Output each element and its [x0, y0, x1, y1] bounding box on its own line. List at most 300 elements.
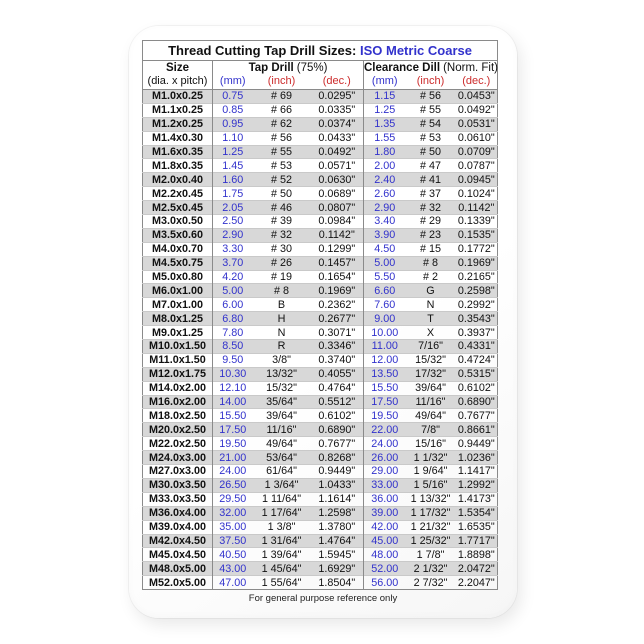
tap-inch-cell: B [253, 298, 311, 312]
clearance-mm-cell: 29.00 [364, 465, 406, 479]
clearance-dec-cell: 1.6535" [456, 520, 498, 534]
size-cell: M30.0x3.50 [143, 478, 213, 492]
tap-dec-cell: 1.4764" [311, 534, 364, 548]
tap-mm-cell: 0.95 [213, 117, 253, 131]
tap-inch-cell: 1 55/64" [253, 576, 311, 590]
size-cell: M45.0x4.50 [143, 548, 213, 562]
size-cell: M16.0x2.00 [143, 395, 213, 409]
tap-inch-cell: # 69 [253, 90, 311, 104]
clearance-mm-cell: 9.00 [364, 312, 406, 326]
tap-inch-cell: # 62 [253, 117, 311, 131]
clearance-inch-header: (inch) [406, 75, 456, 90]
size-cell: M36.0x4.00 [143, 506, 213, 520]
clearance-mm-cell: 36.00 [364, 492, 406, 506]
clearance-inch-cell: # 53 [406, 131, 456, 145]
clearance-dec-cell: 0.3937" [456, 326, 498, 340]
size-cell: M12.0x1.75 [143, 367, 213, 381]
tap-mm-cell: 29.50 [213, 492, 253, 506]
table-row [143, 117, 498, 131]
clearance-inch-cell: 15/16" [406, 437, 456, 451]
clearance-mm-cell: 5.50 [364, 270, 406, 284]
size-cell: M11.0x1.50 [143, 353, 213, 367]
clearance-mm-cell: 2.90 [364, 201, 406, 215]
table-row [143, 340, 498, 354]
tap-mm-cell: 19.50 [213, 437, 253, 451]
table-row [143, 562, 498, 576]
clearance-mm-cell: 39.00 [364, 506, 406, 520]
tap-mm-cell: 17.50 [213, 423, 253, 437]
clearance-mm-cell: 19.50 [364, 409, 406, 423]
tap-mm-cell: 6.80 [213, 312, 253, 326]
clearance-dec-cell: 1.0236" [456, 451, 498, 465]
tap-inch-cell: N [253, 326, 311, 340]
tap-mm-cell: 40.50 [213, 548, 253, 562]
page-title [143, 41, 498, 61]
tap-drill-reference-card [129, 26, 517, 618]
tap-dec-cell: 0.0807" [311, 201, 364, 215]
tap-mm-cell: 37.50 [213, 534, 253, 548]
size-cell: M10.0x1.50 [143, 340, 213, 354]
tap-dec-cell: 0.0374" [311, 117, 364, 131]
table-row [143, 506, 498, 520]
tap-mm-cell: 8.50 [213, 340, 253, 354]
clearance-dec-cell: 0.1772" [456, 242, 498, 256]
tap-mm-cell: 1.45 [213, 159, 253, 173]
clearance-mm-cell: 2.00 [364, 159, 406, 173]
clearance-mm-cell: 56.00 [364, 576, 406, 590]
size-cell: M33.0x3.50 [143, 492, 213, 506]
tap-inch-cell: # 53 [253, 159, 311, 173]
table-title-row [143, 41, 498, 61]
size-cell: M2.0x0.40 [143, 173, 213, 187]
size-cell: M1.6x0.35 [143, 145, 213, 159]
clearance-mm-cell: 1.35 [364, 117, 406, 131]
size-cell: M8.0x1.25 [143, 312, 213, 326]
clearance-inch-cell: # 37 [406, 187, 456, 201]
tap-inch-cell: R [253, 340, 311, 354]
clearance-dec-cell: 0.1339" [456, 215, 498, 229]
size-cell: M5.0x0.80 [143, 270, 213, 284]
tap-dec-cell: 0.6102" [311, 409, 364, 423]
size-cell: M1.8x0.35 [143, 159, 213, 173]
clearance-mm-cell: 4.50 [364, 242, 406, 256]
table-row [143, 381, 498, 395]
size-cell: M52.0x5.00 [143, 576, 213, 590]
clearance-dec-cell: 0.3543" [456, 312, 498, 326]
size-column-header: Size [165, 62, 189, 74]
table-row [143, 423, 498, 437]
size-cell: M1.1x0.25 [143, 103, 213, 117]
sub-header-row [143, 75, 498, 90]
tap-inch-cell: 1 17/64" [253, 506, 311, 520]
clearance-dec-cell: 0.1024" [456, 187, 498, 201]
tap-inch-cell: # 19 [253, 270, 311, 284]
clearance-dec-cell: 0.0610" [456, 131, 498, 145]
clearance-mm-cell: 52.00 [364, 562, 406, 576]
tap-drill-group-note: (75%) [296, 62, 328, 74]
tap-mm-cell: 1.60 [213, 173, 253, 187]
table-row [143, 312, 498, 326]
tap-dec-cell: 1.3780" [311, 520, 364, 534]
clearance-mm-cell: 24.00 [364, 437, 406, 451]
clearance-mm-cell: 5.00 [364, 256, 406, 270]
tap-dec-header: (dec.) [311, 75, 364, 90]
clearance-mm-cell: 48.00 [364, 548, 406, 562]
table-row [143, 270, 498, 284]
tap-inch-cell: 35/64" [253, 395, 311, 409]
clearance-inch-cell: # 15 [406, 242, 456, 256]
size-subheader: (dia. x pitch) [143, 75, 213, 90]
tap-dec-cell: 0.0335" [311, 103, 364, 117]
clearance-inch-cell: 1 25/32" [406, 534, 456, 548]
clearance-dec-cell: 1.2992" [456, 478, 498, 492]
tap-dec-cell: 0.9449" [311, 465, 364, 479]
clearance-dec-cell: 0.0945" [456, 173, 498, 187]
size-cell: M42.0x4.50 [143, 534, 213, 548]
clearance-mm-cell: 3.40 [364, 215, 406, 229]
clearance-mm-cell: 33.00 [364, 478, 406, 492]
clearance-mm-cell: 17.50 [364, 395, 406, 409]
table-row [143, 103, 498, 117]
clearance-mm-cell: 6.60 [364, 284, 406, 298]
table-row [143, 367, 498, 381]
clearance-inch-cell: X [406, 326, 456, 340]
clearance-inch-cell: T [406, 312, 456, 326]
size-cell: M14.0x2.00 [143, 381, 213, 395]
tap-mm-cell: 43.00 [213, 562, 253, 576]
tap-mm-cell: 32.00 [213, 506, 253, 520]
clearance-inch-cell: 1 21/32" [406, 520, 456, 534]
clearance-inch-cell: 1 13/32" [406, 492, 456, 506]
tap-dec-cell: 1.8504" [311, 576, 364, 590]
tap-dec-cell: 0.0433" [311, 131, 364, 145]
size-cell: M9.0x1.25 [143, 326, 213, 340]
footer-note: For general purpose reference only [248, 593, 398, 604]
table-row [143, 326, 498, 340]
clearance-inch-cell: 17/32" [406, 367, 456, 381]
tap-mm-cell: 2.50 [213, 215, 253, 229]
clearance-dec-cell: 0.1969" [456, 256, 498, 270]
tap-inch-cell: # 56 [253, 131, 311, 145]
clearance-mm-cell: 10.00 [364, 326, 406, 340]
size-cell: M20.0x2.50 [143, 423, 213, 437]
size-cell: M1.2x0.25 [143, 117, 213, 131]
clearance-inch-cell: 7/16" [406, 340, 456, 354]
clearance-dec-cell: 0.7677" [456, 409, 498, 423]
clearance-inch-cell: # 23 [406, 228, 456, 242]
tap-inch-cell: # 46 [253, 201, 311, 215]
clearance-dec-cell: 0.6102" [456, 381, 498, 395]
clearance-dec-cell: 0.0492" [456, 103, 498, 117]
size-cell: M22.0x2.50 [143, 437, 213, 451]
tap-dec-cell: 0.7677" [311, 437, 364, 451]
tap-mm-cell: 26.50 [213, 478, 253, 492]
clearance-inch-cell: # 54 [406, 117, 456, 131]
clearance-mm-cell: 12.00 [364, 353, 406, 367]
tap-inch-cell: 49/64" [253, 437, 311, 451]
tap-dec-cell: 0.3346" [311, 340, 364, 354]
tap-dec-cell: 0.1142" [311, 228, 364, 242]
table-row [143, 173, 498, 187]
page-title-main: Thread Cutting Tap Drill Sizes: [168, 43, 357, 58]
size-cell: M1.0x0.25 [143, 90, 213, 104]
drill-table-body [143, 90, 498, 590]
table-row [143, 201, 498, 215]
size-cell: M27.0x3.00 [143, 465, 213, 479]
group-header-row [143, 61, 498, 76]
table-row [143, 478, 498, 492]
table-row [143, 159, 498, 173]
tap-mm-cell: 7.80 [213, 326, 253, 340]
tap-dec-cell: 0.0984" [311, 215, 364, 229]
clearance-inch-cell: 1 5/16" [406, 478, 456, 492]
clearance-dec-cell: 1.8898" [456, 548, 498, 562]
table-row [143, 242, 498, 256]
clearance-dec-cell: 0.9449" [456, 437, 498, 451]
clearance-group-header [364, 61, 498, 76]
tap-mm-cell: 21.00 [213, 451, 253, 465]
tap-dec-cell: 1.0433" [311, 478, 364, 492]
clearance-mm-cell: 26.00 [364, 451, 406, 465]
tap-inch-cell: 1 31/64" [253, 534, 311, 548]
clearance-mm-header: (mm) [364, 75, 406, 90]
clearance-inch-cell: N [406, 298, 456, 312]
tap-mm-cell: 1.75 [213, 187, 253, 201]
tap-dec-cell: 0.1457" [311, 256, 364, 270]
clearance-dec-cell: 0.0787" [456, 159, 498, 173]
clearance-mm-cell: 42.00 [364, 520, 406, 534]
tap-inch-cell: # 55 [253, 145, 311, 159]
clearance-group-label: Clearance Dill [364, 62, 441, 74]
table-row [143, 451, 498, 465]
tap-dec-cell: 0.4764" [311, 381, 364, 395]
size-cell: M24.0x3.00 [143, 451, 213, 465]
clearance-dec-cell: 0.0531" [456, 117, 498, 131]
clearance-dec-cell: 1.5354" [456, 506, 498, 520]
clearance-inch-cell: G [406, 284, 456, 298]
clearance-dec-cell: 1.1417" [456, 465, 498, 479]
size-cell: M2.5x0.45 [143, 201, 213, 215]
clearance-inch-cell: # 29 [406, 215, 456, 229]
tap-mm-cell: 0.85 [213, 103, 253, 117]
tap-mm-cell: 3.70 [213, 256, 253, 270]
size-cell: M4.5x0.75 [143, 256, 213, 270]
size-cell: M18.0x2.50 [143, 409, 213, 423]
tap-inch-cell: 11/16" [253, 423, 311, 437]
clearance-mm-cell: 1.25 [364, 103, 406, 117]
clearance-inch-cell: 1 7/8" [406, 548, 456, 562]
tap-mm-cell: 2.90 [213, 228, 253, 242]
tap-mm-header: (mm) [213, 75, 253, 90]
clearance-inch-cell: # 47 [406, 159, 456, 173]
tap-dec-cell: 0.5512" [311, 395, 364, 409]
clearance-inch-cell: 39/64" [406, 381, 456, 395]
tap-mm-cell: 10.30 [213, 367, 253, 381]
clearance-mm-cell: 22.00 [364, 423, 406, 437]
tap-dec-cell: 0.0630" [311, 173, 364, 187]
clearance-dec-cell: 0.8661" [456, 423, 498, 437]
tap-inch-cell: 53/64" [253, 451, 311, 465]
tap-dec-cell: 1.1614" [311, 492, 364, 506]
size-cell: M48.0x5.00 [143, 562, 213, 576]
clearance-mm-cell: 2.40 [364, 173, 406, 187]
size-cell: M3.5x0.60 [143, 228, 213, 242]
clearance-dec-cell: 0.0453" [456, 90, 498, 104]
clearance-dec-cell: 1.4173" [456, 492, 498, 506]
clearance-mm-cell: 15.50 [364, 381, 406, 395]
table-row [143, 437, 498, 451]
clearance-inch-cell: 2 1/32" [406, 562, 456, 576]
clearance-inch-cell: # 56 [406, 90, 456, 104]
clearance-dec-cell: 2.0472" [456, 562, 498, 576]
tap-inch-cell: 1 39/64" [253, 548, 311, 562]
tap-inch-cell: 1 45/64" [253, 562, 311, 576]
clearance-inch-cell: # 41 [406, 173, 456, 187]
tap-inch-cell: # 50 [253, 187, 311, 201]
tap-dec-cell: 0.0492" [311, 145, 364, 159]
tap-inch-header: (inch) [253, 75, 311, 90]
clearance-mm-cell: 7.60 [364, 298, 406, 312]
table-row [143, 465, 498, 479]
table-row [143, 145, 498, 159]
tap-inch-cell: 61/64" [253, 465, 311, 479]
tap-mm-cell: 0.75 [213, 90, 253, 104]
tap-dec-cell: 1.2598" [311, 506, 364, 520]
tap-mm-cell: 6.00 [213, 298, 253, 312]
clearance-mm-cell: 1.80 [364, 145, 406, 159]
tap-inch-cell: # 30 [253, 242, 311, 256]
clearance-inch-cell: # 50 [406, 145, 456, 159]
tap-inch-cell: # 52 [253, 173, 311, 187]
table-row [143, 492, 498, 506]
clearance-inch-cell: 1 9/64" [406, 465, 456, 479]
tap-inch-cell: 1 3/64" [253, 478, 311, 492]
table-row [143, 576, 498, 590]
clearance-dec-cell: 0.2165" [456, 270, 498, 284]
size-cell: M1.4x0.30 [143, 131, 213, 145]
tap-dec-cell: 0.0689" [311, 187, 364, 201]
tap-drill-group-header [213, 61, 364, 76]
clearance-dec-cell: 0.2598" [456, 284, 498, 298]
tap-dec-cell: 0.2677" [311, 312, 364, 326]
clearance-inch-cell: # 2 [406, 270, 456, 284]
size-cell: M2.2x0.45 [143, 187, 213, 201]
table-row [143, 520, 498, 534]
tap-inch-cell: H [253, 312, 311, 326]
table-row [143, 187, 498, 201]
clearance-inch-cell: 49/64" [406, 409, 456, 423]
tap-dec-cell: 1.5945" [311, 548, 364, 562]
clearance-mm-cell: 2.60 [364, 187, 406, 201]
table-row [143, 534, 498, 548]
tap-inch-cell: # 26 [253, 256, 311, 270]
tap-dec-cell: 0.1654" [311, 270, 364, 284]
clearance-dec-cell: 0.1535" [456, 228, 498, 242]
tap-dec-cell: 0.3071" [311, 326, 364, 340]
tap-mm-cell: 14.00 [213, 395, 253, 409]
clearance-dec-cell: 0.5315" [456, 367, 498, 381]
tap-mm-cell: 1.10 [213, 131, 253, 145]
clearance-inch-cell: # 55 [406, 103, 456, 117]
clearance-inch-cell: 7/8" [406, 423, 456, 437]
clearance-inch-cell: 1 17/32" [406, 506, 456, 520]
page-title-accent: ISO Metric Coarse [359, 43, 472, 58]
table-row [143, 131, 498, 145]
tap-inch-cell: # 32 [253, 228, 311, 242]
tap-inch-cell: # 66 [253, 103, 311, 117]
clearance-dec-cell: 0.4331" [456, 340, 498, 354]
table-row [143, 228, 498, 242]
clearance-dec-cell: 1.7717" [456, 534, 498, 548]
clearance-inch-cell: 15/32" [406, 353, 456, 367]
tap-inch-cell: 39/64" [253, 409, 311, 423]
clearance-inch-cell: 11/16" [406, 395, 456, 409]
tap-mm-cell: 35.00 [213, 520, 253, 534]
table-row [143, 256, 498, 270]
clearance-mm-cell: 45.00 [364, 534, 406, 548]
tap-inch-cell: 15/32" [253, 381, 311, 395]
tap-dec-cell: 0.1299" [311, 242, 364, 256]
tap-mm-cell: 5.00 [213, 284, 253, 298]
tap-dec-cell: 0.1969" [311, 284, 364, 298]
clearance-inch-cell: 2 7/32" [406, 576, 456, 590]
tap-inch-cell: # 8 [253, 284, 311, 298]
clearance-dec-cell: 0.4724" [456, 353, 498, 367]
clearance-dec-header: (dec.) [456, 75, 498, 90]
table-row [143, 298, 498, 312]
clearance-dec-cell: 2.2047" [456, 576, 498, 590]
table-row [143, 409, 498, 423]
clearance-inch-cell: # 32 [406, 201, 456, 215]
tap-drill-group-label: Tap Drill [248, 62, 294, 74]
tap-mm-cell: 15.50 [213, 409, 253, 423]
tap-inch-cell: 1 11/64" [253, 492, 311, 506]
clearance-dec-cell: 0.1142" [456, 201, 498, 215]
tap-dec-cell: 0.2362" [311, 298, 364, 312]
table-row [143, 353, 498, 367]
tap-dec-cell: 1.6929" [311, 562, 364, 576]
clearance-mm-cell: 1.15 [364, 90, 406, 104]
clearance-dec-cell: 0.6890" [456, 395, 498, 409]
size-cell: M3.0x0.50 [143, 215, 213, 229]
clearance-mm-cell: 13.50 [364, 367, 406, 381]
clearance-inch-cell: 1 1/32" [406, 451, 456, 465]
table-row [143, 284, 498, 298]
table-row [143, 90, 498, 104]
table-row [143, 548, 498, 562]
tap-mm-cell: 1.25 [213, 145, 253, 159]
tap-mm-cell: 12.10 [213, 381, 253, 395]
size-cell: M4.0x0.70 [143, 242, 213, 256]
tap-mm-cell: 2.05 [213, 201, 253, 215]
clearance-inch-cell: # 8 [406, 256, 456, 270]
clearance-dec-cell: 0.2992" [456, 298, 498, 312]
tap-inch-cell: 13/32" [253, 367, 311, 381]
clearance-dec-cell: 0.0709" [456, 145, 498, 159]
tap-inch-cell: 1 3/8" [253, 520, 311, 534]
tap-dec-cell: 0.6890" [311, 423, 364, 437]
tap-mm-cell: 4.20 [213, 270, 253, 284]
tap-mm-cell: 9.50 [213, 353, 253, 367]
clearance-mm-cell: 11.00 [364, 340, 406, 354]
table-row [143, 395, 498, 409]
clearance-mm-cell: 3.90 [364, 228, 406, 242]
tap-inch-cell: # 39 [253, 215, 311, 229]
size-cell: M6.0x1.00 [143, 284, 213, 298]
tap-dec-cell: 0.0571" [311, 159, 364, 173]
tap-dec-cell: 0.0295" [311, 90, 364, 104]
tap-drill-table [142, 40, 498, 590]
